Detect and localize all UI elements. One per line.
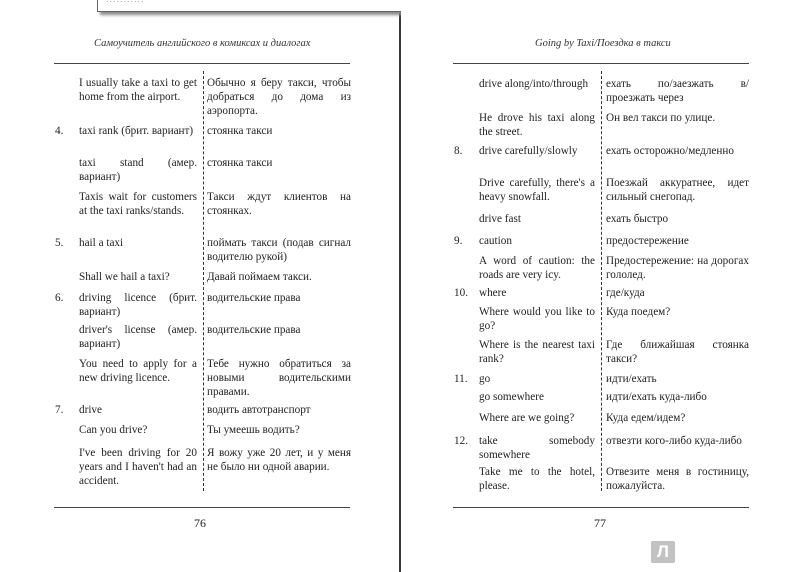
english-term: taxi stand (амер. вариант) (79, 157, 197, 183)
english-term: You need to apply for a new driving licence. (79, 358, 197, 384)
english-term: driver's license (амер. вариант) (79, 324, 197, 350)
english-term: Where would you like to go? (479, 306, 595, 332)
column-divider-left (203, 71, 204, 491)
russian-translation: Он вел такси по улице. (606, 112, 716, 124)
entry-number: 4. (55, 125, 64, 137)
running-head-right: Going by Taxi/Поездка в такси (535, 38, 671, 49)
entry-number: 6. (55, 292, 64, 304)
english-term: hail a taxi (79, 237, 124, 249)
english-term: Drive carefully, there's a heavy snowfall. (479, 177, 595, 203)
russian-translation: Обычно я беру такси, чтобы добраться до дома из аэропорта. (207, 77, 351, 117)
entry-number: 9. (454, 235, 463, 247)
english-term: Where is the nearest taxi rank? (479, 339, 595, 365)
running-head-left: Самоучитель английского в комиксах и диалогах (94, 38, 311, 49)
english-term: taxi rank (брит. вариант) (79, 125, 194, 137)
russian-translation: водительские права (207, 324, 301, 336)
bottom-rule-left (54, 507, 350, 508)
entry-number: 8. (454, 145, 463, 157)
entry-number: 11. (454, 373, 468, 385)
russian-translation: Куда едем/идем? (606, 412, 686, 424)
russian-translation: Отвезите меня в гостиницу, пожалуйста. (606, 466, 749, 492)
russian-translation: предостережение (606, 235, 689, 247)
bottom-rule-right (453, 507, 749, 508)
russian-translation: стоянка такси (207, 125, 273, 137)
english-term: Take me to the hotel, please. (479, 466, 595, 492)
russian-translation: водительские права (207, 292, 301, 304)
english-term: I usually take a taxi to get home from the airport. (79, 77, 197, 103)
page-number-right: 77 (594, 516, 606, 530)
english-term: where (479, 287, 507, 299)
russian-translation: идти/ехать (606, 373, 657, 385)
russian-translation: Такси ждут клиентов на стоянках. (207, 191, 351, 217)
russian-translation: Ты умеешь водить? (207, 424, 300, 436)
russian-translation: Где ближайшая стоянка такси? (606, 339, 749, 365)
english-term: go (479, 373, 491, 385)
russian-translation: поймать такси (подав сигнал водителю рукой) (207, 237, 351, 263)
english-term: He drove his taxi along the street. (479, 112, 595, 138)
entry-number: 7. (55, 404, 64, 416)
entry-number: 10. (454, 287, 468, 299)
column-divider-right (601, 71, 602, 491)
russian-translation: Предостережение: на дорогах гололед. (606, 255, 749, 281)
english-term: I've been driving for 20 years and I haven't had an accident. (79, 447, 197, 487)
russian-translation: Куда поедем? (606, 306, 671, 318)
russian-translation: ехать осторожно/медленно (606, 145, 734, 157)
english-term: Where are we going? (479, 412, 575, 424)
english-term: Can you drive? (79, 424, 148, 436)
russian-translation: ехать по/заезжать в/проезжать через (606, 78, 749, 104)
top-rule-right (453, 63, 749, 64)
english-term: drive along/into/through (479, 78, 589, 90)
english-term: driving licence (брит. вариант) (79, 292, 197, 318)
russian-translation: где/куда (606, 287, 645, 299)
litres-logo-icon: Л (651, 541, 675, 563)
english-term: go somewhere (479, 391, 544, 403)
english-term: take somebody somewhere (479, 435, 595, 461)
english-term: Shall we hail a taxi? (79, 271, 170, 283)
entry-number: 5. (55, 237, 64, 249)
top-clipped-box (97, 0, 434, 12)
english-term: drive fast (479, 213, 521, 225)
russian-translation: Поезжай аккуратнее, идет сильный снегопад. (606, 177, 749, 203)
russian-translation: Давай поймаем такси. (207, 271, 312, 283)
russian-translation: водить автотранспорт (207, 404, 311, 416)
english-term: drive (79, 404, 102, 416)
english-term: drive carefully/slowly (479, 145, 578, 157)
russian-translation: отвезти кого-либо куда-либо (606, 435, 742, 447)
top-clipped-text (106, 0, 145, 4)
top-rule-left (54, 63, 350, 64)
english-term: caution (479, 235, 512, 247)
russian-translation: ехать быстро (606, 213, 669, 225)
russian-translation: Тебе нужно обратиться за новыми водительскими правами. (207, 358, 351, 398)
english-term: A word of caution: the roads are very icy. (479, 255, 595, 281)
russian-translation: Я вожу уже 20 лет, и у меня не было ни одной аварии. (207, 447, 351, 473)
english-term: Taxis wait for customers at the taxi ranks/stands. (79, 191, 197, 217)
page-number-left: 76 (194, 516, 206, 530)
entry-number: 12. (454, 435, 468, 447)
russian-translation: стоянка такси (207, 157, 273, 169)
russian-translation: идти/ехать куда-либо (606, 391, 707, 403)
